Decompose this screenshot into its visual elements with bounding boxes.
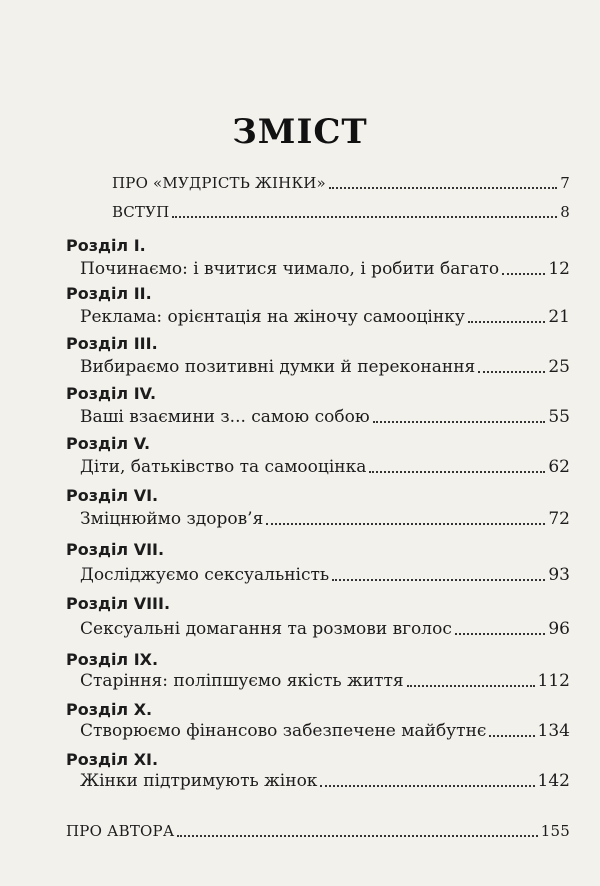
toc-entry-page: 62 (548, 457, 570, 477)
toc-entry-page: 55 (548, 407, 570, 427)
toc-entry-page: 7 (560, 174, 570, 192)
toc-entry-intro (112, 201, 570, 223)
toc-entry-label: Ваші взаємини з... самою собою (80, 407, 370, 427)
toc-entry-about-author (66, 820, 570, 842)
dot-leader (489, 735, 534, 737)
toc-entry-label: Вибираємо позитивні думки й переконання (80, 357, 476, 377)
toc-entry (80, 508, 570, 530)
dot-leader (329, 187, 557, 189)
toc-entry-page: 142 (537, 771, 570, 791)
toc-entry (80, 720, 570, 742)
toc-entry-label: Старіння: поліпшуємо якість життя (80, 671, 404, 691)
dot-leader (332, 579, 545, 581)
toc-entry-page: 134 (537, 721, 570, 741)
dot-leader (373, 421, 546, 423)
chapter-heading: Розділ X. (66, 700, 153, 719)
toc-entry-about-book (112, 172, 570, 194)
dot-leader (455, 633, 546, 635)
toc-entry-label: Створюємо фінансово забезпечене майбутнє (80, 721, 487, 741)
dot-leader (177, 835, 537, 837)
toc-entry-page: 93 (548, 565, 570, 585)
dot-leader (369, 471, 545, 473)
toc-entry-page: 112 (537, 671, 570, 691)
dot-leader (172, 216, 557, 218)
toc-entry-label: Досліджуємо сексуальність (80, 565, 330, 585)
chapter-heading: Розділ IV. (66, 384, 157, 403)
chapter-heading: Розділ V. (66, 434, 151, 453)
toc-entry (80, 618, 570, 640)
toc-entry-label: ПРО АВТОРА (66, 822, 175, 840)
toc-entry-label: Діти, батьківство та самооцінка (80, 457, 367, 477)
dot-leader (502, 273, 545, 275)
toc-entry-page: 8 (560, 203, 570, 221)
dot-leader (407, 685, 535, 687)
toc-entry-page: 155 (540, 822, 570, 840)
chapter-heading: Розділ IX. (66, 650, 159, 669)
toc-entry-label: Зміцнюймо здоров’я (80, 509, 264, 529)
toc-entry (80, 670, 570, 692)
dot-leader (478, 371, 545, 373)
toc-entry-page: 25 (548, 357, 570, 377)
dot-leader (320, 785, 534, 787)
toc-entry-label: ПРО «МУДРІСТЬ ЖІНКИ» (112, 174, 326, 192)
toc-entry-label: ВСТУП (112, 203, 170, 221)
toc-entry-label: Жінки підтримують жінок (80, 771, 318, 791)
toc-entry-label: Починаємо: і вчитися чимало, і робити багато (80, 259, 500, 279)
toc-entry-page: 12 (548, 259, 570, 279)
toc-entry-label: Реклама: орієнтація на жіночу самооцінку (80, 307, 465, 327)
chapter-heading: Розділ VIII. (66, 594, 171, 613)
dot-leader (468, 321, 546, 323)
chapter-heading: Розділ VII. (66, 540, 165, 559)
page-title: ЗМІСТ (232, 112, 368, 152)
toc-entry (80, 258, 570, 280)
toc-entry (80, 306, 570, 328)
dot-leader (266, 523, 545, 525)
toc-entry (80, 456, 570, 478)
chapter-heading: Розділ XI. (66, 750, 159, 769)
chapter-heading: Розділ VI. (66, 486, 159, 505)
toc-entry (80, 770, 570, 792)
toc-entry (80, 356, 570, 378)
chapter-heading: Розділ III. (66, 334, 158, 353)
toc-entry-page: 72 (548, 509, 570, 529)
toc-entry (80, 406, 570, 428)
chapter-heading: Розділ II. (66, 284, 152, 303)
toc-entry-label: Сексуальні домагання та розмови вголос (80, 619, 452, 639)
toc-entry (80, 564, 570, 586)
chapter-heading: Розділ І. (66, 236, 146, 255)
toc-entry-page: 21 (548, 307, 570, 327)
toc-entry-page: 96 (548, 619, 570, 639)
